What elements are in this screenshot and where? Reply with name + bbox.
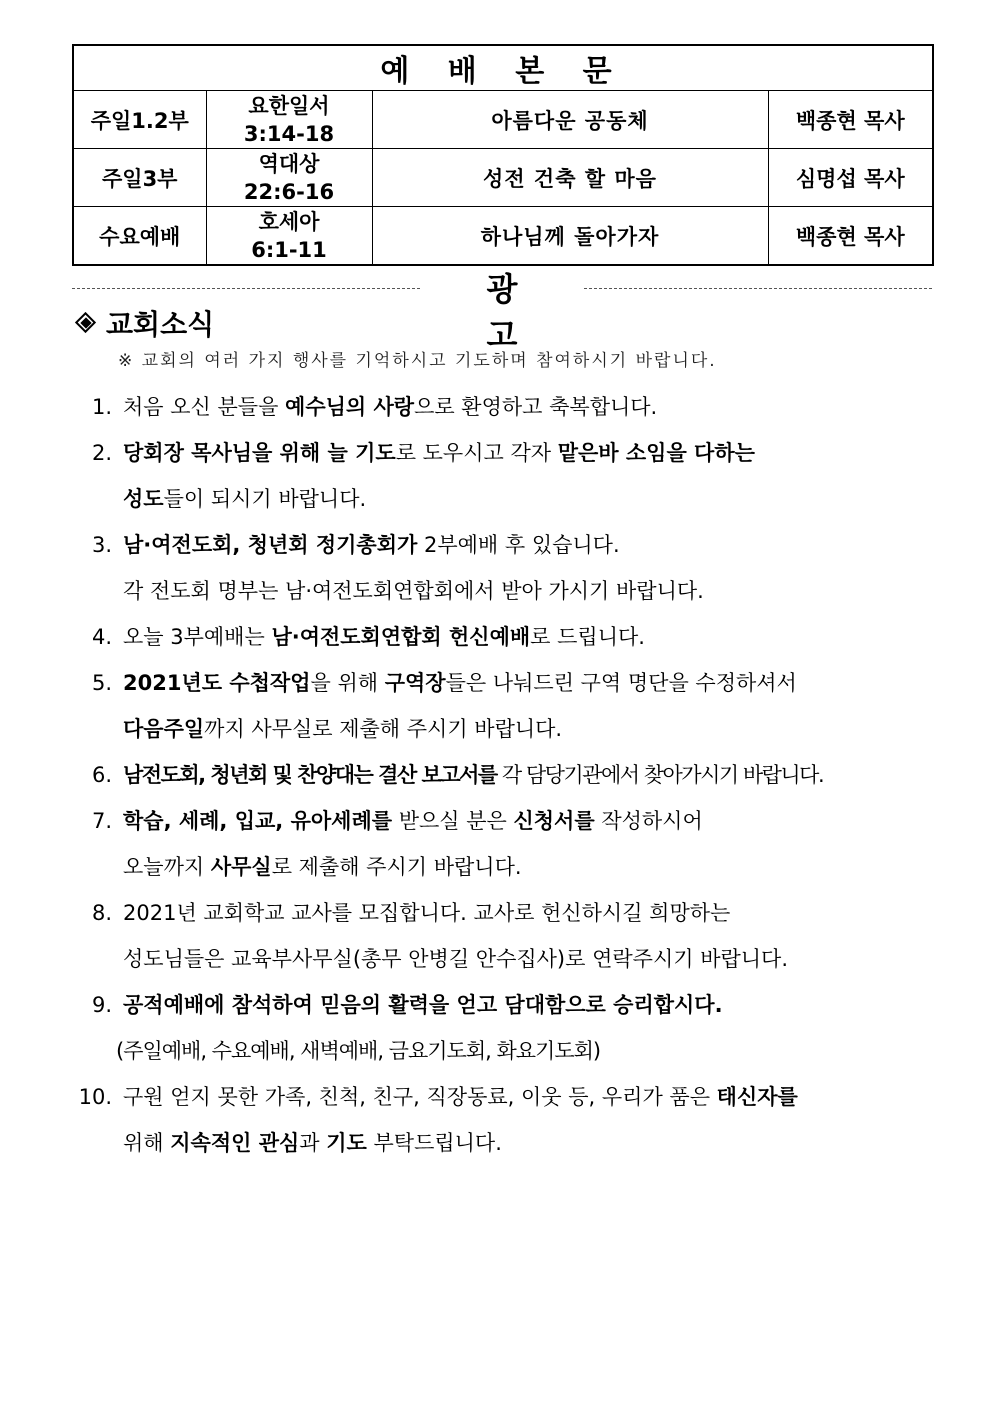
item-text-continued: (주일예배, 수요예배, 새벽예배, 금요기도회, 화요기도회) (116, 1039, 601, 1063)
text-run: 까지 사무실로 제출해 주시기 바랍니다. (204, 717, 563, 741)
text-run-bold: 당회장 목사님을 위해 늘 기도 (123, 441, 396, 465)
item-text: 2021년 교회학교 교사를 모집합니다. 교사로 헌신하시길 희망하는 (123, 901, 731, 925)
service-name: 수요예배 (73, 207, 206, 266)
text-run: 로 제출해 주시기 바랍니다. (271, 855, 522, 879)
item-text: 공적예배에 참석하여 믿음의 활력을 얻고 담대함으로 승리합시다. (123, 993, 723, 1017)
section-note: ※ 교회의 여러 가지 행사를 기억하시고 기도하며 참여하시기 바랍니다. (118, 351, 717, 371)
text-run: 처음 오신 분들을 (123, 395, 286, 419)
text-run: 각 담당기관에서 찾아가시기 바랍니다. (496, 763, 824, 787)
item-text (123, 660, 797, 706)
item-number: 5. (91, 671, 112, 695)
item-text (123, 798, 703, 844)
preacher-name: 백종현 목사 (768, 91, 933, 149)
item-number: 9. (91, 993, 112, 1017)
text-run-bold: 맡은바 소임을 다하는 (557, 441, 755, 465)
text-run-bold: 남·여전도회, 청년회 정기총회가 (123, 533, 418, 557)
scripture-reference (206, 91, 372, 149)
text-run: 로 도우시고 각자 (395, 441, 558, 465)
text-run-bold: 남전도회, 청년회 및 찬양대는 결산 보고서를 (123, 763, 497, 787)
text-run-bold: 다음주일 (123, 717, 205, 741)
item-text-continued: 각 전도회 명부는 남·여전도회연합회에서 받아 가시기 바랍니다. (123, 579, 704, 603)
text-run-bold: 2021년도 수첩작업 (123, 671, 311, 695)
text-run-bold: 태신자를 (716, 1085, 798, 1109)
scripture-book: 요한일서 (248, 93, 330, 118)
item-text (123, 1074, 798, 1120)
item-number: 10. (78, 1085, 112, 1109)
text-run: 오늘까지 (123, 855, 211, 879)
text-run: 구원 얻지 못한 가족, 친척, 친구, 직장동료, 이웃 등, 우리가 품은 (123, 1085, 717, 1109)
text-run-bold: 성도 (123, 487, 164, 511)
ads-title: 광 고 (486, 270, 558, 354)
text-run: 위해 (123, 1131, 171, 1155)
item-number: 4. (91, 625, 112, 649)
item-text (123, 384, 657, 430)
section-heading (76, 303, 214, 343)
item-text-continued (123, 706, 562, 752)
item-number: 2. (91, 441, 112, 465)
worship-scripture-table (72, 44, 934, 266)
diamond-bullet-icon (76, 313, 96, 333)
sermon-title: 아름다운 공동체 (372, 91, 768, 149)
service-name: 주일3부 (73, 149, 206, 207)
item-number: 7. (91, 809, 112, 833)
service-name: 주일1.2부 (73, 91, 206, 149)
text-run: 과 (299, 1131, 327, 1155)
preacher-name: 백종현 목사 (768, 207, 933, 266)
text-run: 2부예배 후 있습니다. (417, 533, 620, 557)
scripture-verses: 3:14-18 (243, 121, 335, 146)
section-title: 교회소식 (106, 308, 215, 341)
text-run: 작성하시어 (594, 809, 703, 833)
table-title: 예 배 본 문 (73, 45, 933, 91)
item-text-continued (123, 844, 522, 890)
text-run-bold: 구역장 (384, 671, 446, 695)
table-row (73, 91, 933, 149)
item-number: 8. (91, 901, 112, 925)
scripture-reference (206, 149, 372, 207)
scripture-verses: 22:6-16 (243, 179, 335, 204)
item-number: 1. (91, 395, 112, 419)
text-run: 들은 나눠드린 구역 명단을 수정하셔서 (445, 671, 797, 695)
sermon-title: 성전 건축 할 마음 (372, 149, 768, 207)
dashed-divider-left (72, 288, 420, 289)
item-text-continued (123, 476, 366, 522)
text-run-bold: 예수님의 사랑 (285, 395, 415, 419)
text-run: 들이 되시기 바랍니다. (163, 487, 367, 511)
text-run: 으로 환영하고 축복합니다. (414, 395, 658, 419)
text-run: 받으실 분은 (392, 809, 514, 833)
item-number: 6. (91, 763, 112, 787)
item-text (123, 430, 755, 476)
text-run: 부탁드립니다. (366, 1131, 502, 1155)
text-run: 오늘 3부예배는 (123, 625, 272, 649)
text-run-bold: 기도 (326, 1131, 367, 1155)
item-text (123, 614, 645, 660)
item-number: 3. (91, 533, 112, 557)
dashed-divider-right (584, 288, 932, 289)
text-run: 을 위해 (310, 671, 385, 695)
table-row (73, 207, 933, 266)
item-text (123, 522, 620, 568)
text-run: 로 드립니다. (530, 625, 645, 649)
item-text-continued: 성도님들은 교육부사무실(총무 안병길 안수집사)로 연락주시기 바랍니다. (123, 947, 789, 971)
item-text (123, 752, 823, 798)
preacher-name: 심명섭 목사 (768, 149, 933, 207)
scripture-book: 역대상 (258, 151, 320, 176)
text-run-bold: 남·여전도회연합회 헌신예배 (271, 625, 531, 649)
sermon-title: 하나님께 돌아가자 (372, 207, 768, 266)
table-row (73, 149, 933, 207)
scripture-verses: 6:1-11 (251, 237, 327, 262)
text-run-bold: 사무실 (210, 855, 272, 879)
text-run-bold: 학습, 세례, 입교, 유아세례를 (123, 809, 393, 833)
item-text-continued (123, 1120, 502, 1166)
scripture-reference (206, 207, 372, 266)
scripture-book: 호세아 (258, 209, 320, 234)
text-run-bold: 신청서를 (513, 809, 595, 833)
text-run-bold: 지속적인 관심 (170, 1131, 300, 1155)
